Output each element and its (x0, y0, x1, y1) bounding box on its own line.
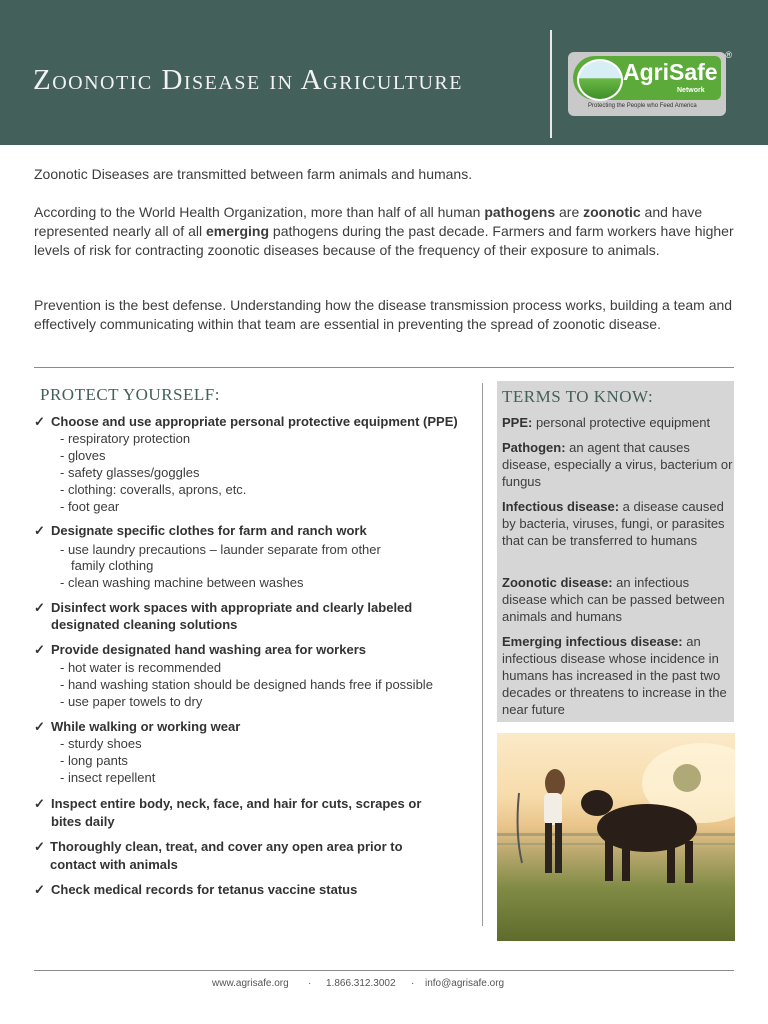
protect-subitem: - sturdy shoes (60, 736, 142, 751)
term-pathogen (502, 439, 734, 490)
cow-leg (685, 841, 693, 883)
intro-text: pathogens during the past decade. Farmers and farm workers have higher levels of risk for contracting zoonotic diseases because of the frequency of their exposure to animals. (34, 223, 734, 258)
protect-subitem: - use paper towels to dry (60, 694, 203, 709)
protect-item-clean-cont: contact with animals (50, 857, 178, 872)
protect-subitem: - foot gear (60, 499, 120, 514)
page-title: Zoonotic Disease in Agriculture (33, 64, 463, 96)
protect-subitem: - use laundry precautions – launder separate from other (60, 542, 381, 557)
term-definition: an agent that causes disease, especially a virus, bacterium or fungus (502, 440, 733, 489)
terms-heading: TERMS TO KNOW: (502, 387, 654, 406)
girl-shirt (544, 793, 562, 825)
intro-text: and have represented nearly all of all (34, 204, 703, 239)
farm-field-icon (577, 59, 623, 101)
footer-divider (34, 970, 734, 971)
check-icon: ✓ (34, 839, 45, 854)
term-ppe (502, 414, 734, 431)
protect-subitem: - clean washing machine between washes (60, 575, 304, 590)
protect-item-handwashing: Provide designated hand washing area for workers (51, 642, 366, 657)
footer-email-link[interactable]: info@agrisafe.org (425, 978, 505, 989)
logo-tagline: Protecting the People who Feed America (588, 103, 697, 109)
header-divider (550, 30, 552, 138)
protect-subitem: - hand washing station should be designed hands free if possible (60, 677, 433, 692)
protect-item-inspect: Inspect entire body, neck, face, and hair for cuts, scrapes or (51, 796, 422, 811)
check-icon: ✓ (34, 882, 45, 897)
protect-yourself-heading: PROTECT YOURSELF: (40, 385, 220, 404)
protect-subitem: - long pants (60, 753, 128, 768)
cow-leg (622, 843, 630, 881)
protect-item-inspect-cont: bites daily (51, 814, 115, 829)
section-divider (34, 367, 734, 368)
protect-subitem: - respiratory protection (60, 431, 191, 446)
protect-item-ppe: Choose and use appropriate personal protective equipment (PPE) (51, 414, 458, 429)
term-label: Infectious disease: (502, 499, 620, 514)
intro-paragraph-3: Prevention is the best defense. Understanding how the disease transmission process works, building a team and effectively communicating within that team are essential in preventing the spread of zoonotic disease. (34, 297, 733, 332)
protect-item-clothes: Designate specific clothes for farm and ranch work (51, 523, 367, 538)
registered-mark: ® (725, 50, 732, 60)
protect-item-disinfect: Disinfect work spaces with appropriate and clearly labeled (51, 600, 413, 615)
show-stick (518, 793, 522, 863)
protect-item-clean: Thoroughly clean, treat, and cover any open area prior to (50, 839, 403, 854)
logo-network: Network (677, 87, 705, 94)
intro-paragraph-2 (34, 203, 734, 260)
protect-subitem: - insect repellent (60, 770, 156, 785)
term-definition: personal protective equipment (532, 415, 711, 430)
term-label: PPE: (502, 415, 533, 430)
intro-bold: pathogens (484, 204, 556, 220)
term-definition: an infectious disease which can be passed between animals and humans (502, 575, 725, 624)
protect-subitem: - safety glasses/goggles (60, 465, 200, 480)
check-icon: ✓ (34, 796, 45, 811)
check-icon: ✓ (34, 600, 45, 615)
cow-leg (667, 843, 675, 883)
protect-subitem: - hot water is recommended (60, 660, 222, 675)
tree (673, 764, 701, 792)
protect-subitem: - clothing: coveralls, aprons, etc. (60, 482, 247, 497)
cow-head (581, 790, 613, 816)
footer-separator: · (411, 978, 415, 989)
term-label: Zoonotic disease: (502, 575, 613, 590)
protect-item-wear: While walking or working wear (51, 719, 241, 734)
header-banner (0, 0, 768, 145)
term-label: Emerging infectious disease: (502, 634, 683, 649)
term-infectious-disease (502, 498, 734, 549)
girl-leg (555, 823, 562, 873)
protect-subitem: - gloves (60, 448, 106, 463)
protect-item-disinfect-cont: designated cleaning solutions (51, 617, 238, 632)
footer-website-link[interactable]: www.agrisafe.org (212, 978, 289, 989)
column-divider (482, 383, 483, 926)
term-zoonotic-disease (502, 574, 734, 625)
girl-with-cow-illustration (497, 733, 735, 941)
terms-box (497, 381, 734, 722)
girl-head (545, 769, 565, 797)
protect-item-tetanus: Check medical records for tetanus vaccine status (51, 882, 358, 897)
footer-phone: 1.866.312.3002 (326, 978, 396, 989)
intro-text: are (555, 204, 584, 220)
protect-subitem: family clothing (71, 558, 154, 573)
intro-text: According to the World Health Organization, more than half of all human (34, 204, 485, 220)
agrisafe-logo (568, 50, 732, 116)
farm-photo (497, 733, 735, 941)
intro-bold: emerging (206, 223, 270, 239)
check-icon: ✓ (34, 719, 45, 734)
logo-text: AgriSafe (623, 59, 718, 85)
term-label: Pathogen: (502, 440, 566, 455)
term-emerging-disease (502, 633, 734, 718)
check-icon: ✓ (34, 523, 45, 538)
term-definition: an infectious disease whose incidence in humans has increased in the past two decades or threatens to increase in the near future (502, 634, 727, 717)
intro-bold: zoonotic (583, 204, 641, 220)
girl-leg (545, 823, 552, 873)
check-icon: ✓ (34, 642, 45, 657)
check-icon: ✓ (34, 414, 45, 429)
term-definition: a disease caused by bacteria, viruses, fungi, or parasites that can be transferred to humans (502, 499, 725, 548)
cow-leg (605, 841, 613, 881)
logo-badge (573, 56, 721, 100)
footer-separator: · (308, 978, 312, 989)
intro-paragraph-1: Zoonotic Diseases are transmitted between farm animals and humans. (34, 166, 473, 182)
